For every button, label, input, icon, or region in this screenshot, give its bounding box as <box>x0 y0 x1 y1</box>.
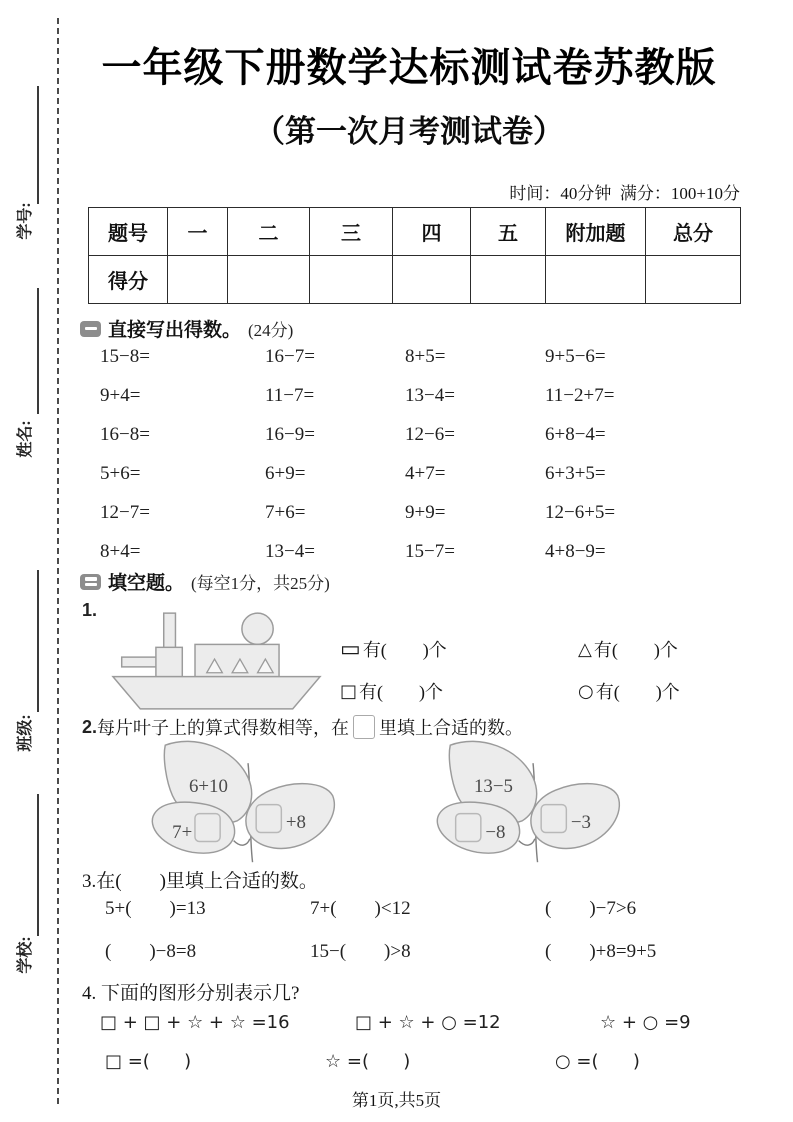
page-number: 第1页,共5页 <box>351 1091 442 1110</box>
equation: 8+4= <box>100 541 141 562</box>
equation: 16−8= <box>100 424 150 445</box>
boat-circle <box>242 613 273 644</box>
exam-content <box>75 0 743 1122</box>
circle-icon: ○ <box>578 680 594 702</box>
answer-box <box>456 814 481 842</box>
leaf-figures <box>138 738 635 864</box>
score-empty-cell <box>393 256 471 304</box>
question-4 <box>82 978 299 1005</box>
equation: 13−4= <box>405 385 455 406</box>
question-4-equations <box>100 1012 691 1033</box>
score-empty-cell <box>546 256 646 304</box>
leaf-expression: +8 <box>285 812 306 833</box>
score-table-cell-3: 三 <box>310 208 393 256</box>
blank-text: 有( )个 <box>359 682 444 702</box>
equation: 16−7= <box>265 346 315 367</box>
section-one-points: (24分) <box>248 321 294 340</box>
blank-text: 有( )个 <box>362 640 447 660</box>
equation: 12−6= <box>405 424 455 445</box>
blank-text: 有( )个 <box>595 682 680 702</box>
question-2-text-before: 每片叶子上的算式得数相等，在 <box>97 718 350 738</box>
leaf-expression: −3 <box>570 812 591 833</box>
score-table <box>88 207 741 304</box>
score-table-cell-bonus: 附加题 <box>546 208 646 256</box>
triangle-count-blank <box>578 636 680 662</box>
equation: 11−7= <box>265 385 315 406</box>
shape-answer-blank: □ =( ) <box>105 1051 192 1072</box>
fill-blank-equation: 15−( )>8 <box>310 941 411 962</box>
equation: 6+8−4= <box>545 424 606 445</box>
leaf-expression: 13−5 <box>473 776 513 797</box>
boat-mast-base-rectangle <box>156 647 182 676</box>
section-two-icon <box>80 574 101 590</box>
score-empty-cell <box>471 256 546 304</box>
fill-box-icon <box>353 715 375 739</box>
score-table-cell-4: 四 <box>393 208 471 256</box>
question-3-title: 3.在( )里填上合适的数。 <box>82 871 318 892</box>
score-empty-cell <box>168 256 228 304</box>
fill-blank-equation: ( )−8=8 <box>105 941 197 962</box>
boat-hull-trapezoid <box>113 677 320 709</box>
fill-blank-equation: ( )+8=9+5 <box>545 941 657 962</box>
binding-dashed-line <box>57 18 59 1104</box>
equation: 7+6= <box>265 502 306 523</box>
student-id-label: 学号: <box>17 202 34 240</box>
score-table-score-row <box>89 256 741 304</box>
equation: 9+5−6= <box>545 346 606 367</box>
exam-meta: 时间：40分钟 满分：100+10分 <box>509 184 740 203</box>
boat-mast-rectangle <box>164 613 176 648</box>
boat-shapes-figure <box>109 612 324 712</box>
stem-curl <box>519 839 535 845</box>
equation: 8+5= <box>405 346 446 367</box>
class-label: 班级: <box>17 714 34 752</box>
stem-curl <box>234 839 250 845</box>
right-leaf-plant <box>423 738 635 864</box>
triangle-icon: △ <box>578 638 592 660</box>
question-1-number: 1. <box>82 600 98 620</box>
name-label: 姓名: <box>17 420 34 458</box>
page-title: 一年级下册数学达标测试卷苏教版 <box>101 45 717 90</box>
shape-answer-blank: ○ =( ) <box>555 1051 640 1072</box>
section-one-heading <box>80 315 293 342</box>
score-table-cell-total: 总分 <box>646 208 741 256</box>
equation: 13−4= <box>265 541 315 562</box>
shape-equation: □ + □ + ☆ + ☆ =16 <box>100 1012 290 1033</box>
answer-box <box>256 805 281 833</box>
school-write-line <box>37 794 39 936</box>
section-two-heading <box>80 568 330 595</box>
rectangle-count-blank <box>340 636 578 662</box>
section-two-points: (每空1分，共25分) <box>191 574 330 593</box>
section-two-title: 填空题。 <box>108 573 185 594</box>
score-empty-cell <box>228 256 310 304</box>
square-icon: □ <box>340 680 358 702</box>
shape-answer-blank: ☆ =( ) <box>325 1051 411 1072</box>
equation: 15−8= <box>100 346 150 367</box>
score-label-cell: 得分 <box>89 256 168 304</box>
fill-blank-equation: 7+( )<12 <box>310 898 411 919</box>
score-empty-cell <box>310 256 393 304</box>
page-subtitle: （第一次月考测试卷） <box>254 114 564 149</box>
rectangle-icon: ▭ <box>340 636 361 662</box>
section-one-title: 直接写出得数。 <box>108 320 242 341</box>
equation: 4+8−9= <box>545 541 606 562</box>
section-one-equations <box>100 346 615 563</box>
answer-box <box>195 814 220 842</box>
question-3 <box>82 866 318 893</box>
question-1 <box>82 600 680 712</box>
equation: 9+4= <box>100 385 141 406</box>
shape-equation: □ + ☆ + ○ =12 <box>355 1012 501 1033</box>
equation: 6+9= <box>265 463 306 484</box>
leaf-expression: 7+ <box>172 821 193 843</box>
shape-equation: ☆ + ○ =9 <box>600 1012 691 1033</box>
fill-blank-equation: ( )−7>6 <box>545 898 637 919</box>
equation: 15−7= <box>405 541 455 562</box>
question-4-answers <box>105 1051 640 1072</box>
score-table-cell-tihao: 题号 <box>89 208 168 256</box>
section-one-icon <box>80 321 101 337</box>
equation: 4+7= <box>405 463 446 484</box>
question-3-items <box>105 898 656 963</box>
question-2-number: 2. <box>82 716 98 737</box>
boat-side-rectangle <box>122 657 157 667</box>
equation: 16−9= <box>265 424 315 445</box>
class-write-line <box>37 570 39 712</box>
score-table-header-row <box>89 208 741 256</box>
question-1-blanks <box>340 636 680 704</box>
blank-text: 有( )个 <box>593 640 678 660</box>
equation: 11−2+7= <box>545 385 615 406</box>
answer-box <box>541 805 566 833</box>
school-label: 学校: <box>17 936 34 974</box>
score-table-cell-5: 五 <box>471 208 546 256</box>
question-2 <box>82 714 523 740</box>
question-2-text-after: 里填上合适的数。 <box>379 718 524 738</box>
student-id-write-line <box>37 86 39 204</box>
equation: 9+9= <box>405 502 446 523</box>
left-leaf-plant <box>138 738 350 864</box>
equation: 6+3+5= <box>545 463 606 484</box>
score-table-cell-2: 二 <box>228 208 310 256</box>
equation: 12−7= <box>100 502 150 523</box>
equation: 5+6= <box>100 463 141 484</box>
score-empty-cell <box>646 256 741 304</box>
question-4-title: 4. 下面的图形分别表示几? <box>82 983 300 1004</box>
name-write-line <box>37 288 39 414</box>
equation: 12−6+5= <box>545 502 616 523</box>
circle-count-blank <box>578 678 680 704</box>
fill-blank-equation: 5+( )=13 <box>105 898 206 919</box>
score-table-cell-1: 一 <box>168 208 228 256</box>
leaf-expression: −8 <box>485 821 506 843</box>
square-count-blank <box>340 678 578 704</box>
leaf-expression: 6+10 <box>188 776 228 797</box>
